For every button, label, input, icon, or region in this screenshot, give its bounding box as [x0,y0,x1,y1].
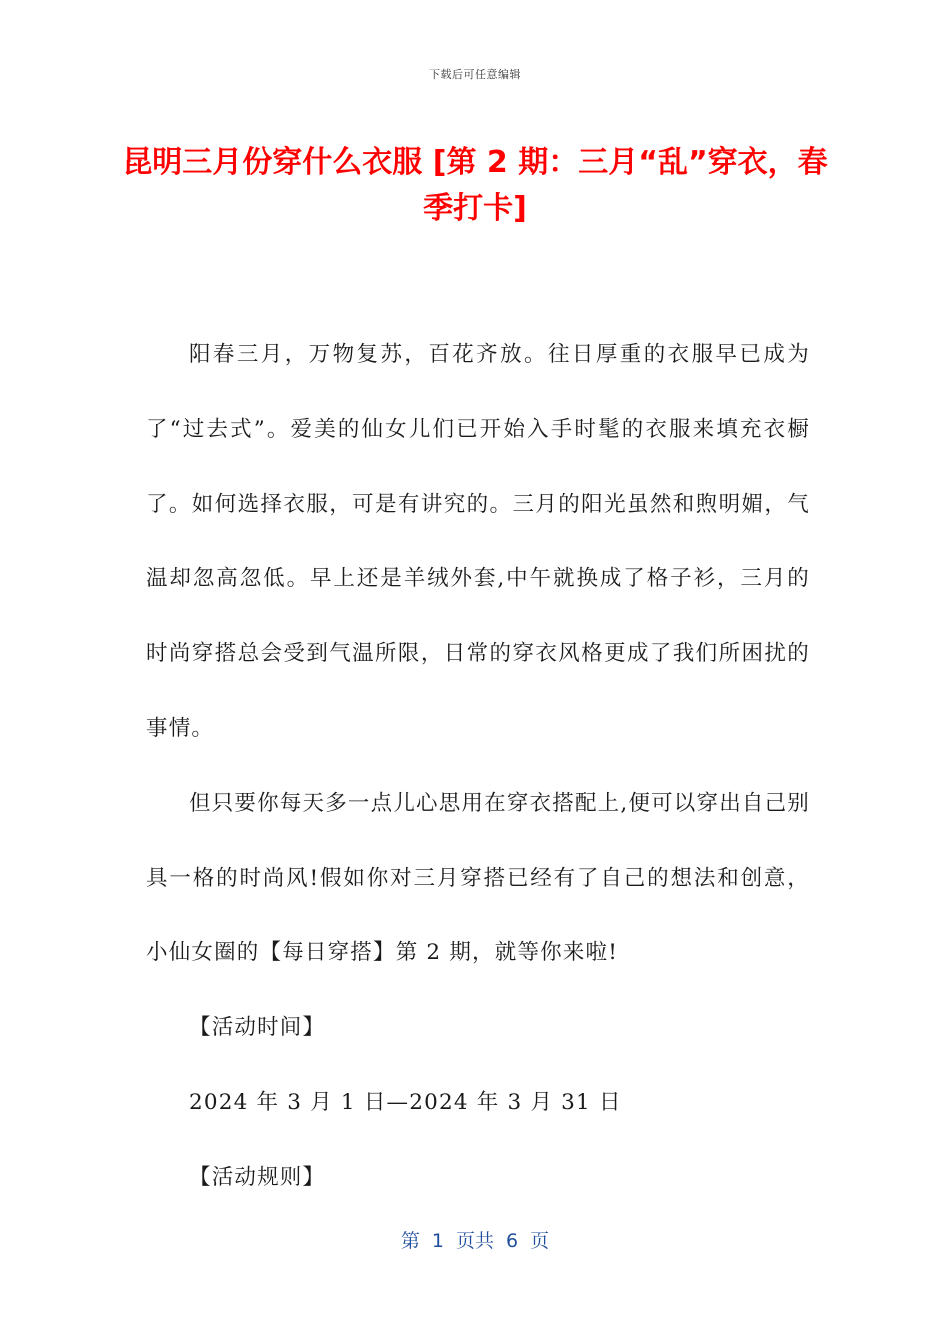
activity-time-value: 2024 年 3 月 1 日—2024 年 3 月 31 日 [189,1089,622,1115]
section-heading-activity-rules: 【活动规则】 [189,1164,326,1190]
document-body [146,318,810,1216]
header-note: 下载后可任意编辑 [429,68,521,81]
page-indicator: 第 1 页共 6 页 [400,1230,550,1252]
paragraph-invitation: 但只要你每天多一点儿心思用在穿衣搭配上,便可以穿出自己别具一格的时尚风!假如你对三月穿搭已经有了自己的想法和创意，小仙女圈的【每日穿搭】第 2 期，就等你来啦! [146,790,810,966]
document-title: 昆明三月份穿什么衣服 [第 2 期：三月“乱”穿衣，春季打卡] [122,145,828,226]
paragraph-intro: 阳春三月，万物复苏，百花齐放。往日厚重的衣服早已成为了“过去式”。爱美的仙女儿们已开始入手时髦的衣服来填充衣橱了。如何选择衣服，可是有讲究的。三月的阳光虽然和煦明媚，气温却忽高忽低。早上还是羊绒外套,中午就换成了格子衫，三月的时尚穿搭总会受到气温所限，日常的穿衣风格更成了我们所困扰的事情。 [146,342,810,741]
section-heading-activity-time: 【活动时间】 [189,1015,326,1041]
